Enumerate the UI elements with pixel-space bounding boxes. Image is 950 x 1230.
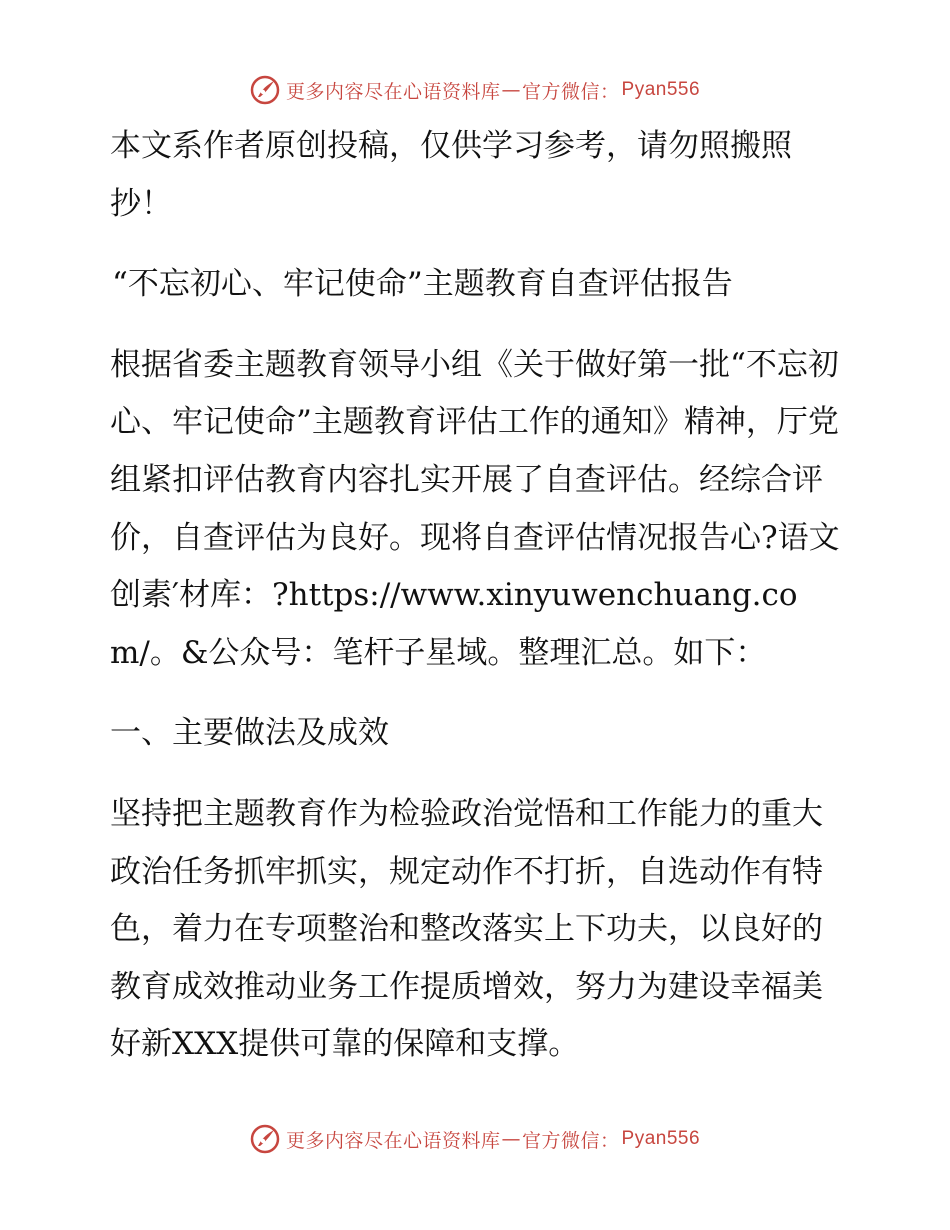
banner-dash: — <box>501 79 521 101</box>
banner-main-text: 更多内容尽在心语资料库 <box>285 1129 501 1152</box>
banner-wechat-id: Pyan556 <box>621 1128 701 1149</box>
section-heading: 一、主要做法及成效 <box>110 715 389 752</box>
banner-wechat-label: 官方微信 <box>521 1129 600 1152</box>
intro-paragraph: 根据省委主题教育领导小组《关于做好第一批“不忘初心、牢记使命”主题教育评估工作的通知》精神，厅党组紧扣评估教育内容扎实开展了自查评估。经综合评价，自查评估为良好。现将自查评估情况报告心?语文创素′材库：?https://www.xinyuwenchuang.com/。&公众号：笔杆子星域。整理汇总。如下： <box>110 346 840 671</box>
banner-wechat-id: Pyan556 <box>621 79 701 100</box>
banner-wechat-label: 官方微信 <box>521 80 600 103</box>
document-title: “不忘初心、牢记使命”主题教育自查评估报告 <box>112 266 733 303</box>
header-banner <box>0 70 950 110</box>
quill-seal-icon <box>250 75 280 105</box>
banner-colon: ： <box>600 80 620 103</box>
banner-main-text: 更多内容尽在心语资料库 <box>285 80 501 103</box>
quill-seal-icon <box>250 1124 280 1154</box>
disclaimer-paragraph: 本文系作者原创投稿，仅供学习参考，请勿照搬照抄！ <box>110 128 792 222</box>
banner-dash: — <box>501 1128 521 1150</box>
footer-banner <box>0 1119 950 1159</box>
document-body <box>98 118 850 1074</box>
banner-colon: ： <box>600 1129 620 1152</box>
section-body-paragraph: 坚持把主题教育作为检验政治觉悟和工作能力的重大政治任务抓牢抓实，规定动作不打折，自选动作有特色，着力在专项整治和整改落实上下功夫，以良好的教育成效推动业务工作提质增效，努力为建设幸福美好新XXX提供可靠的保障和支撑。 <box>110 795 823 1063</box>
